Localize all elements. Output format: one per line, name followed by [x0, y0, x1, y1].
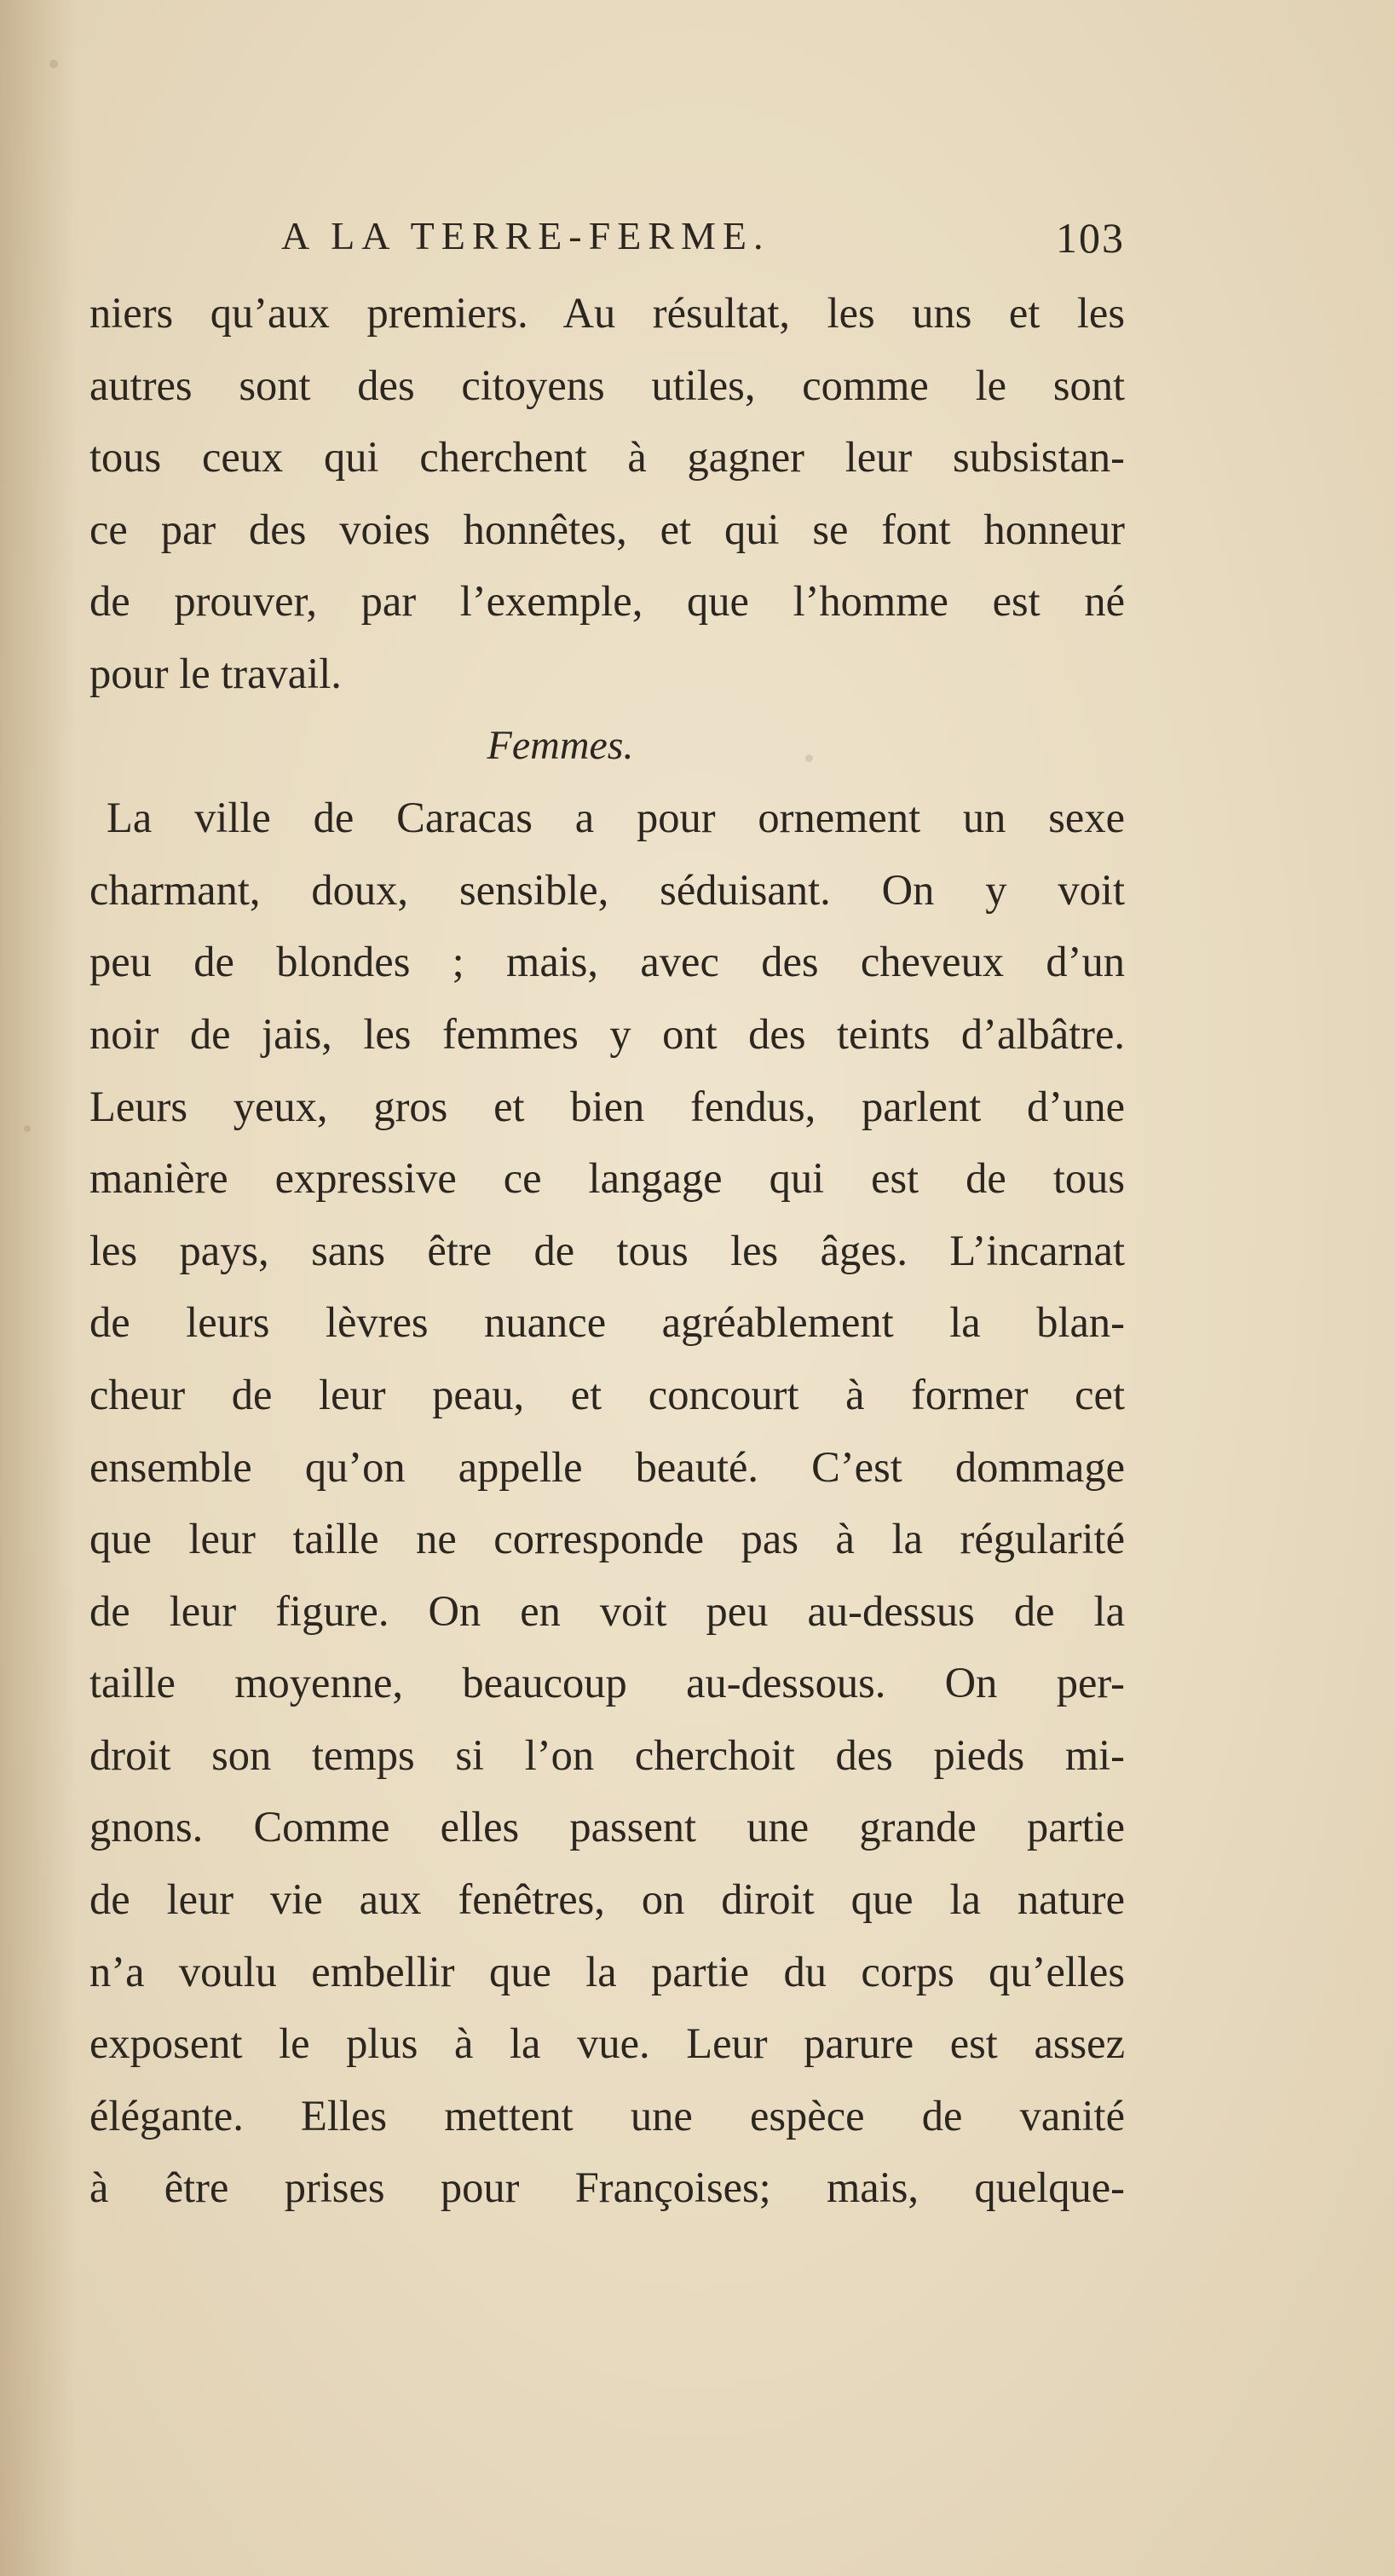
text-line: cheur de leur peau, et concourt à former cet: [89, 1370, 1125, 1418]
paper-foxing-spot: [24, 1125, 31, 1132]
text-line: que leur taille ne corresponde pas à la régularité: [89, 1515, 1125, 1563]
text-line: ce par des voies honnêtes, et qui se font honneur: [89, 505, 1125, 553]
text-line: autres sont des citoyens utiles, comme le sont: [89, 361, 1125, 409]
text-line: noir de jais, les femmes y ont des teints d’albâtre.: [89, 1009, 1125, 1058]
page-number: 103: [1056, 214, 1125, 262]
running-head-title: A LA TERRE-FERME.: [281, 214, 770, 257]
text-line: gnons. Comme elles passent une grande partie: [89, 1803, 1125, 1851]
paper-foxing-spot: [49, 60, 58, 68]
text-line: manière expressive ce langage qui est de tous: [89, 1154, 1125, 1203]
page-gutter-shadow: [0, 0, 77, 2576]
text-line: charmant, doux, sensible, séduisant. On y voit: [89, 865, 1125, 914]
text-line: à être prises pour Françoises; mais, quelque-: [89, 2163, 1125, 2212]
text-line: tous ceux qui cherchent à gagner leur subsistan-: [89, 433, 1125, 482]
text-line: de prouver, par l’exemple, que l’homme est né: [89, 577, 1125, 626]
running-head: [281, 213, 1125, 264]
text-line: élégante. Elles mettent une espèce de vanité: [89, 2091, 1125, 2140]
text-line: de leur figure. On en voit peu au-dessus de la: [89, 1586, 1125, 1635]
text-line: n’a voulu embellir que la partie du corps qu’elles: [89, 1947, 1125, 1996]
text-line: niers qu’aux premiers. Au résultat, les uns et les: [89, 289, 1125, 337]
text-line: de leur vie aux fenêtres, on diroit que la nature: [89, 1875, 1125, 1924]
text-line: Leurs yeux, gros et bien fendus, parlent d’une: [89, 1082, 1125, 1130]
text-line: pour le travail.: [89, 649, 342, 697]
text-line: de leurs lèvres nuance agréablement la blan-: [89, 1298, 1125, 1347]
text-line: ensemble qu’on appelle beauté. C’est dommage: [89, 1442, 1125, 1491]
body-text: [89, 277, 1125, 2224]
section-heading: Femmes.: [487, 722, 634, 768]
text-line: droit son temps si l’on cherchoit des pieds mi-: [89, 1730, 1125, 1779]
text-line: les pays, sans être de tous les âges. L’incarnat: [89, 1226, 1125, 1274]
text-line: peu de blondes ; mais, avec des cheveux d’un: [89, 938, 1125, 986]
text-line: exposent le plus à la vue. Leur parure est assez: [89, 2019, 1125, 2068]
text-line: La ville de Caracas a pour ornement un sexe: [107, 794, 1125, 842]
text-line: taille moyenne, beaucoup au-dessous. On per-: [89, 1659, 1125, 1707]
